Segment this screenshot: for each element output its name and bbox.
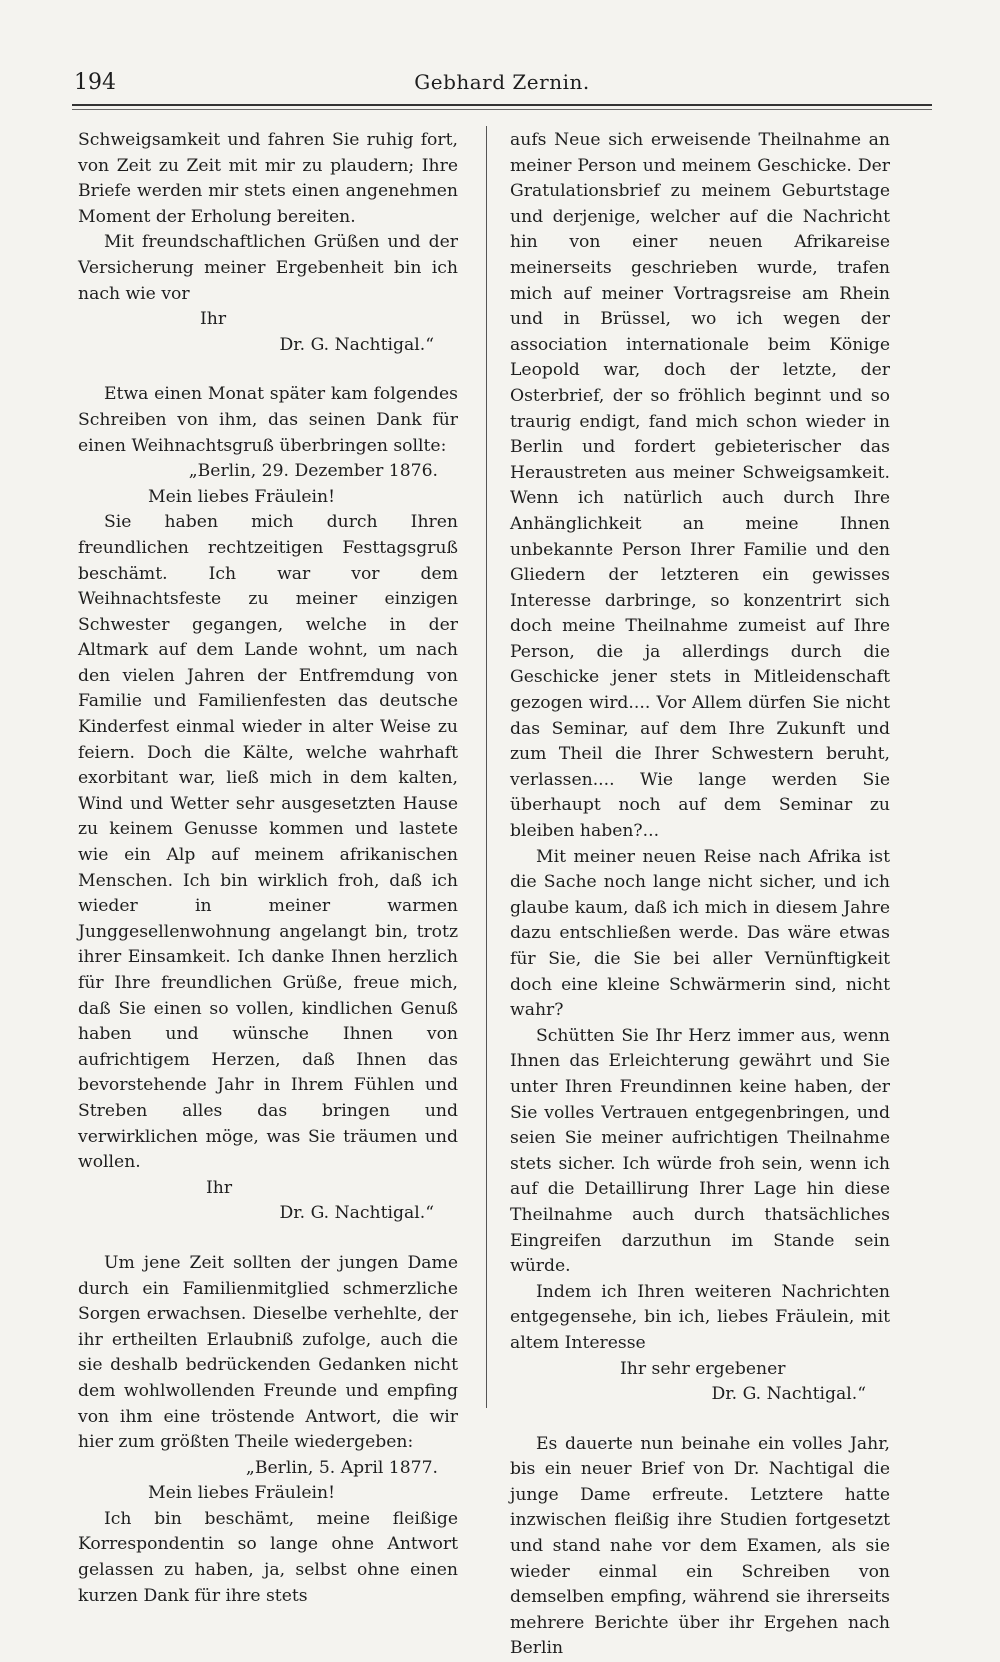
header-rule	[72, 104, 932, 106]
paragraph: Es dauerte nun beinahe ein volles Jahr, bis ein neuer Brief von Dr. Nachtigal die junge Dame erfreute. Letztere hatte inzwischen fleißig ihre Studien fortgesetzt und stand nahe vor dem Examen, als sie wieder einmal ein Schreiben von demselben empfing, während sie ihrerseits mehrere Berichte über ihr Ergehen nach Berlin	[510, 1433, 890, 1659]
salutation: Mein liebes Fräulein!	[148, 1483, 336, 1504]
signature: Dr. G. Nachtigal.“	[711, 1384, 866, 1405]
paragraph: Etwa einen Monat später kam folgendes Schreiben von ihm, das seinen Dank für einen Weihnachtsgruß überbringen sollte:	[78, 384, 458, 456]
running-head: Gebhard Zernin.	[414, 70, 590, 94]
paragraph: Ich bin beschämt, meine fleißige Korrespondentin so lange ohne Antwort gelassen zu haben, ja, selbst ohne einen kurzen Dank für ihre stets	[78, 1508, 458, 1606]
left-column	[78, 128, 458, 1609]
column-divider	[486, 126, 487, 1408]
paragraph: Schütten Sie Ihr Herz immer aus, wenn Ihnen das Erleichterung gewährt und Sie unter Ihren Freundinnen keine haben, der Sie volles Vertrauen entgegenbringen, und seien Sie meiner aufrichtigen Theilnahme stets sicher. Ich würde froh sein, wenn ich auf die Detaillirung Ihrer Lage hin diese Theilnahme auch durch thatsächliches Eingreifen darzuthun im Stande sein würde.	[510, 1025, 890, 1277]
right-column	[510, 128, 890, 1662]
closing-ihr: Ihr	[200, 309, 227, 330]
closing-ihr: Ihr	[206, 1177, 233, 1198]
spacer	[510, 1408, 890, 1432]
paragraph: Schweigsamkeit und fahren Sie ruhig fort, von Zeit zu Zeit mit mir zu plaudern; Ihre Briefe werden mir stets einen angenehmen Moment der Erholung bereiten.	[78, 130, 458, 227]
paragraph: Sie haben mich durch Ihren freundlichen rechtzeitigen Festtagsgruß beschämt. Ich war vor dem Weihnachtsfeste zu meiner einzigen Schwester gegangen, welche in der Altmark auf dem Lande wohnt, um nach den vielen Jahren der Entfremdung von Familie und Familienfesten das deutsche Kinderfest einmal wieder in alter Weise zu feiern. Doch die Kälte, welche wahrhaft exorbitant war, ließ mich in dem kalten, Wind und Wetter sehr ausgesetzten Hause zu keinem Genusse kommen und lastete wie ein Alp auf meinem afrikanischen Menschen. Ich bin wirklich froh, daß ich wieder in meiner warmen Junggesellenwohnung angelangt bin, trotz ihrer Einsamkeit. Ich danke Ihnen herzlich für Ihre freundlichen Grüße, freue mich, daß Sie einen so vollen, kindlichen Genuß haben und wünsche Ihnen von aufrichtigem Herzen, daß Ihnen das bevorstehende Jahr in Ihrem Fühlen und Streben alles das bringen und verwirklichen möge, was Sie träumen und wollen.	[78, 512, 458, 1173]
paragraph: Indem ich Ihren weiteren Nachrichten entgegensehe, bin ich, liebes Fräulein, mit altem Interesse	[510, 1281, 890, 1353]
salutation: Mein liebes Fräulein!	[148, 486, 336, 507]
page-header	[74, 62, 930, 102]
closing-formula: Ihr sehr ergebener	[620, 1358, 786, 1379]
spacer	[78, 358, 458, 382]
page-number: 194	[74, 70, 116, 95]
letter-date: „Berlin, 5. April 1877.	[245, 1457, 438, 1478]
paragraph: Mit meiner neuen Reise nach Afrika ist die Sache noch lange nicht sicher, und ich glaube kaum, daß ich mich in diesem Jahre dazu entschließen werde. Das wäre etwas für Sie, die Sie bei aller Vernünftigkeit doch eine kleine Schwärmerin sind, nicht wahr?	[510, 846, 890, 1021]
signature: Dr. G. Nachtigal.“	[279, 334, 434, 355]
spacer	[78, 1227, 458, 1251]
paragraph: Um jene Zeit sollten der jungen Dame durch ein Familienmitglied schmerzliche Sorgen erwachsen. Dieselbe verhehlte, der ihr ertheilten Erlaubniß zufolge, auch die sie deshalb bedrückenden Gedanken nicht dem wohlwollenden Freunde und empfing von ihm eine tröstende Antwort, die wir hier zum größten Theile wiedergeben:	[78, 1252, 458, 1453]
signature: Dr. G. Nachtigal.“	[279, 1203, 434, 1224]
paragraph: aufs Neue sich erweisende Theilnahme an meiner Person und meinem Geschicke. Der Gratulationsbrief zu meinem Geburtstage und derjenige, welcher auf die Nachricht hin von einer neuen Afrikareise meinerseits geschrieben wurde, trafen mich auf meiner Vortragsreise am Rhein und in Brüssel, wo ich wegen der association internationale beim Könige Leopold war, doch der letzte, der Osterbrief, der so fröhlich beginnt und so traurig endigt, fand mich schon wieder in Berlin und fordert gebieterischer das Heraustreten aus meiner Schweigsamkeit. Wenn ich natürlich auch durch Ihre Anhänglichkeit an meine Ihnen unbekannte Person Ihrer Familie und den Gliedern der letzteren ein gewisses Interesse darbringe, so konzentrirt sich doch meine Theilnahme zumeist auf Ihre Person, die ja allerdings durch die Geschicke jener stets in Mitleidenschaft gezogen wird.... Vor Allem dürfen Sie nicht das Seminar, auf dem Ihre Zukunft und zum Theil die Ihrer Schwestern beruht, verlassen.... Wie lange werden Sie überhaupt noch auf dem Seminar zu bleiben haben?...	[510, 130, 890, 842]
paragraph: Mit freundschaftlichen Grüßen und der Versicherung meiner Ergebenheit bin ich nach wie vor	[78, 232, 458, 304]
letter-date: „Berlin, 29. Dezember 1876.	[188, 461, 438, 482]
header-rule-thin	[72, 109, 932, 110]
